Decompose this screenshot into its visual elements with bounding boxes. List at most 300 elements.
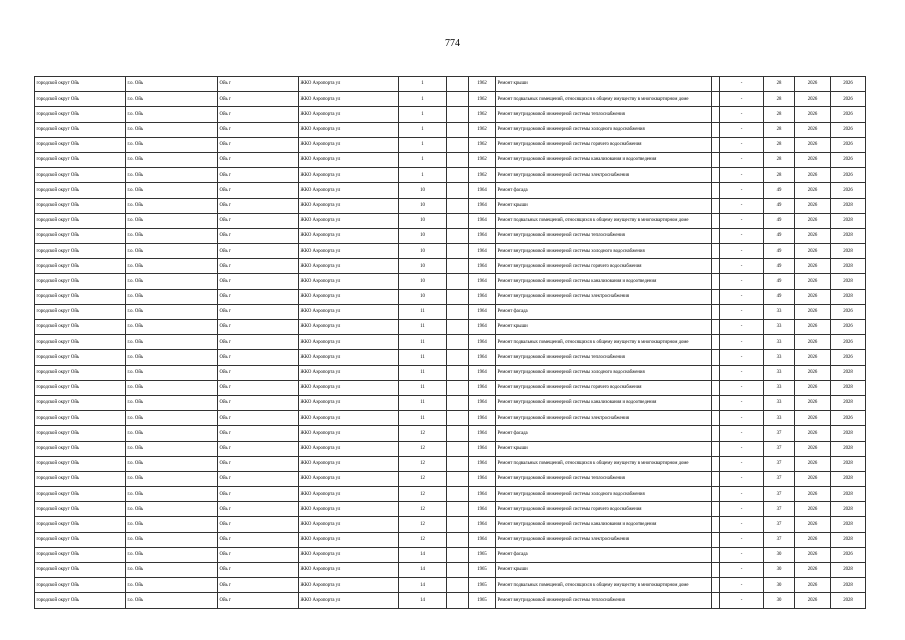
street-cell: ЖКО Аэропорта ул: [299, 441, 399, 456]
plan-start-cell: 2026: [795, 517, 831, 532]
house-number-cell: 1: [399, 122, 447, 137]
street-cell: ЖКО Аэропорта ул: [299, 335, 399, 350]
region-cell: Ойь г: [218, 152, 299, 167]
dash-cell: -: [720, 198, 764, 213]
street-cell: ЖКО Аэропорта ул: [299, 259, 399, 274]
locality-cell: г.о. Ойь: [126, 198, 218, 213]
build-year-cell: 1962: [469, 122, 496, 137]
plan-start-cell: 2026: [795, 335, 831, 350]
plan-start-cell: 2026: [795, 213, 831, 228]
table-row: [35, 304, 866, 319]
build-year-cell: 1964: [469, 244, 496, 259]
dash-cell: -: [720, 487, 764, 502]
apartments-cell: 28: [764, 122, 795, 137]
dash-cell: -: [720, 426, 764, 441]
house-number-cell: 1: [399, 107, 447, 122]
dash-cell: -: [720, 244, 764, 259]
work-type-cell: Ремонт подвальных помещений, относящихся к общему имуществу в многоквартирном доме: [496, 92, 712, 107]
spacer-cell: [712, 137, 720, 152]
spacer-cell: [712, 487, 720, 502]
dash-cell: -: [720, 213, 764, 228]
spacer-cell: [712, 578, 720, 593]
plan-end-cell: 2028: [831, 228, 866, 243]
work-type-cell: Ремонт внутридомовой инженерной системы горячего водоснабжения: [496, 137, 712, 152]
empty-cell: [447, 304, 469, 319]
locality-cell: г.о. Ойь: [126, 517, 218, 532]
spacer-cell: [712, 289, 720, 304]
spacer-cell: [712, 547, 720, 562]
locality-cell: г.о. Ойь: [126, 471, 218, 486]
district-cell: городской округ Ойь: [35, 426, 126, 441]
spacer-cell: [712, 122, 720, 137]
work-type-cell: Ремонт внутридомовой инженерной системы горячего водоснабжения: [496, 380, 712, 395]
plan-start-cell: 2026: [795, 547, 831, 562]
spacer-cell: [712, 335, 720, 350]
district-cell: городской округ Ойь: [35, 456, 126, 471]
spacer-cell: [712, 320, 720, 335]
plan-end-cell: 2026: [831, 335, 866, 350]
plan-end-cell: 2026: [831, 168, 866, 183]
work-type-cell: Ремонт внутридомовой инженерной системы холодного водоснабжения: [496, 487, 712, 502]
house-number-cell: 10: [399, 198, 447, 213]
region-cell: Ойь г: [218, 198, 299, 213]
street-cell: ЖКО Аэропорта ул: [299, 152, 399, 167]
locality-cell: г.о. Ойь: [126, 304, 218, 319]
district-cell: городской округ Ойь: [35, 593, 126, 608]
empty-cell: [447, 411, 469, 426]
district-cell: городской округ Ойь: [35, 168, 126, 183]
region-cell: Ойь г: [218, 122, 299, 137]
apartments-cell: 49: [764, 213, 795, 228]
district-cell: городской округ Ойь: [35, 304, 126, 319]
build-year-cell: 1964: [469, 517, 496, 532]
street-cell: ЖКО Аэропорта ул: [299, 578, 399, 593]
locality-cell: г.о. Ойь: [126, 441, 218, 456]
plan-start-cell: 2026: [795, 441, 831, 456]
region-cell: Ойь г: [218, 289, 299, 304]
dash-cell: -: [720, 228, 764, 243]
apartments-cell: 28: [764, 137, 795, 152]
region-cell: Ойь г: [218, 137, 299, 152]
house-number-cell: 11: [399, 411, 447, 426]
plan-end-cell: 2028: [831, 487, 866, 502]
region-cell: Ойь г: [218, 471, 299, 486]
plan-end-cell: 2028: [831, 517, 866, 532]
house-number-cell: 10: [399, 274, 447, 289]
table-row: [35, 335, 866, 350]
spacer-cell: [712, 77, 720, 92]
dash-cell: -: [720, 274, 764, 289]
build-year-cell: 1964: [469, 487, 496, 502]
house-number-cell: 1: [399, 77, 447, 92]
plan-end-cell: 2026: [831, 320, 866, 335]
work-type-cell: Ремонт внутридомовой инженерной системы канализования и водоотведения: [496, 152, 712, 167]
empty-cell: [447, 183, 469, 198]
dash-cell: -: [720, 532, 764, 547]
table-row: [35, 289, 866, 304]
build-year-cell: 1962: [469, 77, 496, 92]
house-number-cell: 14: [399, 563, 447, 578]
street-cell: ЖКО Аэропорта ул: [299, 213, 399, 228]
apartments-cell: 37: [764, 456, 795, 471]
spacer-cell: [712, 259, 720, 274]
house-number-cell: 12: [399, 471, 447, 486]
work-type-cell: Ремонт внутридомовой инженерной системы теплоснабжения: [496, 471, 712, 486]
apartments-cell: 33: [764, 350, 795, 365]
plan-start-cell: 2026: [795, 152, 831, 167]
empty-cell: [447, 487, 469, 502]
empty-cell: [447, 441, 469, 456]
house-number-cell: 11: [399, 395, 447, 410]
locality-cell: г.о. Ойь: [126, 244, 218, 259]
empty-cell: [447, 289, 469, 304]
district-cell: городской округ Ойь: [35, 350, 126, 365]
apartments-cell: 33: [764, 335, 795, 350]
spacer-cell: [712, 274, 720, 289]
empty-cell: [447, 335, 469, 350]
table-row: [35, 350, 866, 365]
apartments-cell: 30: [764, 547, 795, 562]
dash-cell: -: [720, 92, 764, 107]
work-type-cell: Ремонт крыши: [496, 441, 712, 456]
region-cell: Ойь г: [218, 502, 299, 517]
empty-cell: [447, 350, 469, 365]
plan-end-cell: 2026: [831, 547, 866, 562]
locality-cell: г.о. Ойь: [126, 274, 218, 289]
build-year-cell: 1964: [469, 502, 496, 517]
empty-cell: [447, 547, 469, 562]
build-year-cell: 1965: [469, 593, 496, 608]
empty-cell: [447, 244, 469, 259]
plan-end-cell: 2026: [831, 77, 866, 92]
table-row: [35, 441, 866, 456]
plan-start-cell: 2026: [795, 471, 831, 486]
region-cell: Ойь г: [218, 77, 299, 92]
plan-end-cell: 2026: [831, 122, 866, 137]
empty-cell: [447, 137, 469, 152]
street-cell: ЖКО Аэропорта ул: [299, 304, 399, 319]
dash-cell: -: [720, 365, 764, 380]
plan-end-cell: 2028: [831, 259, 866, 274]
table-row: [35, 578, 866, 593]
region-cell: Ойь г: [218, 578, 299, 593]
plan-start-cell: 2026: [795, 320, 831, 335]
dash-cell: -: [720, 183, 764, 198]
apartments-cell: 30: [764, 563, 795, 578]
work-type-cell: Ремонт крыши: [496, 77, 712, 92]
region-cell: Ойь г: [218, 395, 299, 410]
apartments-cell: 37: [764, 517, 795, 532]
work-type-cell: Ремонт внутридомовой инженерной системы холодного водоснабжения: [496, 365, 712, 380]
work-type-cell: Ремонт внутридомовой инженерной системы теплоснабжения: [496, 350, 712, 365]
table-row: [35, 380, 866, 395]
apartments-cell: 49: [764, 274, 795, 289]
house-number-cell: 12: [399, 426, 447, 441]
apartments-cell: 33: [764, 320, 795, 335]
plan-start-cell: 2026: [795, 350, 831, 365]
table-row: [35, 183, 866, 198]
empty-cell: [447, 517, 469, 532]
district-cell: городской округ Ойь: [35, 320, 126, 335]
locality-cell: г.о. Ойь: [126, 168, 218, 183]
build-year-cell: 1964: [469, 395, 496, 410]
region-cell: Ойь г: [218, 335, 299, 350]
region-cell: Ойь г: [218, 532, 299, 547]
street-cell: ЖКО Аэропорта ул: [299, 289, 399, 304]
plan-end-cell: 2028: [831, 441, 866, 456]
table-row: [35, 137, 866, 152]
region-cell: Ойь г: [218, 320, 299, 335]
work-type-cell: Ремонт внутридомовой инженерной системы теплоснабжения: [496, 107, 712, 122]
dash-cell: -: [720, 259, 764, 274]
district-cell: городской округ Ойь: [35, 517, 126, 532]
spacer-cell: [712, 593, 720, 608]
street-cell: ЖКО Аэропорта ул: [299, 517, 399, 532]
dash-cell: -: [720, 502, 764, 517]
apartments-cell: 33: [764, 304, 795, 319]
locality-cell: г.о. Ойь: [126, 593, 218, 608]
plan-start-cell: 2026: [795, 487, 831, 502]
apartments-cell: 30: [764, 593, 795, 608]
house-number-cell: 1: [399, 152, 447, 167]
street-cell: ЖКО Аэропорта ул: [299, 502, 399, 517]
dash-cell: -: [720, 593, 764, 608]
empty-cell: [447, 198, 469, 213]
locality-cell: г.о. Ойь: [126, 259, 218, 274]
street-cell: ЖКО Аэропорта ул: [299, 471, 399, 486]
district-cell: городской округ Ойь: [35, 411, 126, 426]
work-type-cell: Ремонт внутридомовой инженерной системы холодного водоснабжения: [496, 244, 712, 259]
house-number-cell: 10: [399, 213, 447, 228]
locality-cell: г.о. Ойь: [126, 107, 218, 122]
street-cell: ЖКО Аэропорта ул: [299, 198, 399, 213]
plan-end-cell: 2026: [831, 92, 866, 107]
district-cell: городской округ Ойь: [35, 152, 126, 167]
plan-end-cell: 2028: [831, 502, 866, 517]
dash-cell: -: [720, 563, 764, 578]
house-number-cell: 1: [399, 92, 447, 107]
street-cell: ЖКО Аэропорта ул: [299, 426, 399, 441]
plan-start-cell: 2026: [795, 456, 831, 471]
district-cell: городской округ Ойь: [35, 122, 126, 137]
dash-cell: -: [720, 350, 764, 365]
district-cell: городской округ Ойь: [35, 183, 126, 198]
plan-start-cell: 2026: [795, 365, 831, 380]
street-cell: ЖКО Аэропорта ул: [299, 532, 399, 547]
house-number-cell: 10: [399, 289, 447, 304]
work-type-cell: Ремонт внутридомовой инженерной системы канализования и водоотведения: [496, 274, 712, 289]
street-cell: ЖКО Аэропорта ул: [299, 487, 399, 502]
region-cell: Ойь г: [218, 380, 299, 395]
district-cell: городской округ Ойь: [35, 441, 126, 456]
region-cell: Ойь г: [218, 304, 299, 319]
street-cell: ЖКО Аэропорта ул: [299, 183, 399, 198]
street-cell: ЖКО Аэропорта ул: [299, 92, 399, 107]
region-cell: Ойь г: [218, 244, 299, 259]
locality-cell: г.о. Ойь: [126, 350, 218, 365]
build-year-cell: 1964: [469, 183, 496, 198]
locality-cell: г.о. Ойь: [126, 578, 218, 593]
work-type-cell: Ремонт внутридомовой инженерной системы теплоснабжения: [496, 228, 712, 243]
plan-start-cell: 2026: [795, 168, 831, 183]
region-cell: Ойь г: [218, 547, 299, 562]
table-row: [35, 426, 866, 441]
build-year-cell: 1964: [469, 441, 496, 456]
plan-end-cell: 2028: [831, 198, 866, 213]
house-number-cell: 1: [399, 168, 447, 183]
build-year-cell: 1964: [469, 426, 496, 441]
build-year-cell: 1964: [469, 320, 496, 335]
house-number-cell: 11: [399, 304, 447, 319]
district-cell: городской округ Ойь: [35, 259, 126, 274]
work-type-cell: Ремонт внутридомовой инженерной системы горячего водоснабжения: [496, 259, 712, 274]
spacer-cell: [712, 471, 720, 486]
apartments-cell: 28: [764, 168, 795, 183]
apartments-cell: 49: [764, 183, 795, 198]
table-row: [35, 456, 866, 471]
spacer-cell: [712, 365, 720, 380]
empty-cell: [447, 259, 469, 274]
street-cell: ЖКО Аэропорта ул: [299, 411, 399, 426]
locality-cell: г.о. Ойь: [126, 563, 218, 578]
plan-end-cell: 2028: [831, 380, 866, 395]
locality-cell: г.о. Ойь: [126, 289, 218, 304]
street-cell: ЖКО Аэропорта ул: [299, 320, 399, 335]
street-cell: ЖКО Аэропорта ул: [299, 77, 399, 92]
plan-end-cell: 2026: [831, 152, 866, 167]
street-cell: ЖКО Аэропорта ул: [299, 122, 399, 137]
work-type-cell: Ремонт фасада: [496, 183, 712, 198]
house-number-cell: 12: [399, 456, 447, 471]
street-cell: ЖКО Аэропорта ул: [299, 350, 399, 365]
work-type-cell: Ремонт внутридомовой инженерной системы электроснабжения: [496, 289, 712, 304]
empty-cell: [447, 578, 469, 593]
build-year-cell: 1962: [469, 168, 496, 183]
street-cell: ЖКО Аэропорта ул: [299, 168, 399, 183]
region-cell: Ойь г: [218, 350, 299, 365]
spacer-cell: [712, 244, 720, 259]
locality-cell: г.о. Ойь: [126, 380, 218, 395]
plan-end-cell: 2028: [831, 213, 866, 228]
district-cell: городской округ Ойь: [35, 380, 126, 395]
spacer-cell: [712, 563, 720, 578]
spacer-cell: [712, 380, 720, 395]
dash-cell: -: [720, 122, 764, 137]
locality-cell: г.о. Ойь: [126, 487, 218, 502]
work-type-cell: Ремонт внутридомовой инженерной системы горячего водоснабжения: [496, 502, 712, 517]
table-row: [35, 365, 866, 380]
spacer-cell: [712, 441, 720, 456]
plan-start-cell: 2026: [795, 183, 831, 198]
spacer-cell: [712, 426, 720, 441]
empty-cell: [447, 563, 469, 578]
spacer-cell: [712, 198, 720, 213]
build-year-cell: 1964: [469, 304, 496, 319]
spacer-cell: [712, 304, 720, 319]
locality-cell: г.о. Ойь: [126, 77, 218, 92]
plan-end-cell: 2028: [831, 456, 866, 471]
district-cell: городской округ Ойь: [35, 228, 126, 243]
street-cell: ЖКО Аэропорта ул: [299, 228, 399, 243]
build-year-cell: 1962: [469, 137, 496, 152]
work-type-cell: Ремонт крыши: [496, 198, 712, 213]
dash-cell: -: [720, 471, 764, 486]
build-year-cell: 1964: [469, 380, 496, 395]
build-year-cell: 1964: [469, 456, 496, 471]
build-year-cell: 1964: [469, 228, 496, 243]
table-row: [35, 274, 866, 289]
district-cell: городской округ Ойь: [35, 213, 126, 228]
locality-cell: г.о. Ойь: [126, 213, 218, 228]
house-number-cell: 10: [399, 183, 447, 198]
table-row: [35, 77, 866, 92]
apartments-cell: 33: [764, 380, 795, 395]
apartments-cell: 33: [764, 411, 795, 426]
plan-end-cell: 2028: [831, 426, 866, 441]
table-row: [35, 471, 866, 486]
region-cell: Ойь г: [218, 183, 299, 198]
region-cell: Ойь г: [218, 456, 299, 471]
locality-cell: г.о. Ойь: [126, 365, 218, 380]
street-cell: ЖКО Аэропорта ул: [299, 365, 399, 380]
work-type-cell: Ремонт фасада: [496, 426, 712, 441]
plan-end-cell: 2026: [831, 137, 866, 152]
empty-cell: [447, 168, 469, 183]
table-row: [35, 259, 866, 274]
empty-cell: [447, 593, 469, 608]
table-row: [35, 547, 866, 562]
plan-end-cell: 2028: [831, 578, 866, 593]
build-year-cell: 1964: [469, 259, 496, 274]
dash-cell: -: [720, 517, 764, 532]
district-cell: городской округ Ойь: [35, 107, 126, 122]
work-type-cell: Ремонт подвальных помещений, относящихся к общему имуществу в многоквартирном доме: [496, 456, 712, 471]
street-cell: ЖКО Аэропорта ул: [299, 593, 399, 608]
locality-cell: г.о. Ойь: [126, 547, 218, 562]
work-type-cell: Ремонт внутридомовой инженерной системы холодного водоснабжения: [496, 122, 712, 137]
district-cell: городской округ Ойь: [35, 365, 126, 380]
house-number-cell: 12: [399, 502, 447, 517]
spacer-cell: [712, 517, 720, 532]
table-row: [35, 563, 866, 578]
plan-end-cell: 2028: [831, 365, 866, 380]
locality-cell: г.о. Ойь: [126, 92, 218, 107]
spacer-cell: [712, 152, 720, 167]
table-row: [35, 487, 866, 502]
locality-cell: г.о. Ойь: [126, 411, 218, 426]
region-cell: Ойь г: [218, 365, 299, 380]
build-year-cell: 1964: [469, 532, 496, 547]
build-year-cell: 1965: [469, 547, 496, 562]
street-cell: ЖКО Аэропорта ул: [299, 107, 399, 122]
build-year-cell: 1964: [469, 213, 496, 228]
table-row: [35, 213, 866, 228]
district-cell: городской округ Ойь: [35, 532, 126, 547]
region-cell: Ойь г: [218, 274, 299, 289]
empty-cell: [447, 228, 469, 243]
spacer-cell: [712, 183, 720, 198]
plan-start-cell: 2026: [795, 304, 831, 319]
table-row: [35, 168, 866, 183]
region-cell: Ойь г: [218, 426, 299, 441]
plan-end-cell: 2028: [831, 395, 866, 410]
street-cell: ЖКО Аэропорта ул: [299, 244, 399, 259]
house-number-cell: 11: [399, 380, 447, 395]
plan-start-cell: 2026: [795, 578, 831, 593]
locality-cell: г.о. Ойь: [126, 456, 218, 471]
house-number-cell: 14: [399, 593, 447, 608]
work-type-cell: Ремонт фасада: [496, 547, 712, 562]
